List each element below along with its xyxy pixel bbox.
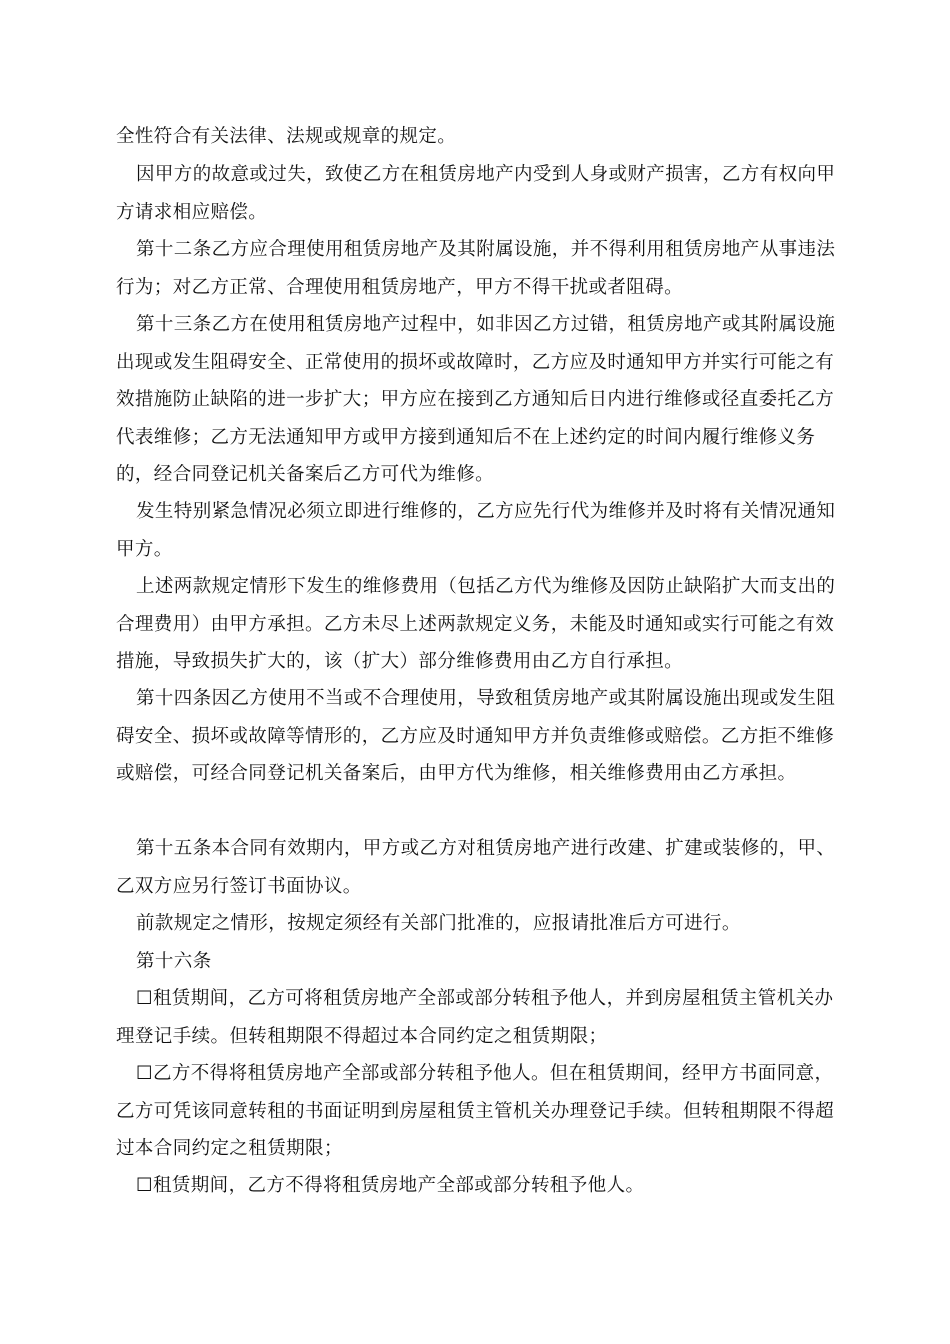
checkbox-option-sublet-with-consent: ☐乙方不得将租赁房地产全部或部分转租予他人。但在租赁期间，经甲方书面同意，乙方可凭该同意转租的书面证明到房屋租赁主管机关办理登记手续。但转租期限不得超过本合同约定之租赁期限； xyxy=(116,1063,835,1159)
paragraph-emergency-repair: 发生特别紧急情况必须立即进行维修的，乙方应先行代为维修并及时将有关情况通知甲方。 xyxy=(116,501,836,560)
paragraph-approval: 前款规定之情形，按规定须经有关部门批准的，应报请批准后方可进行。 xyxy=(136,913,741,934)
paragraph-repair-costs: 上述两款规定情形下发生的维修费用（包括乙方代为维修及因防止缺陷扩大而支出的合理费用）由甲方承担。乙方未尽上述两款规定义务，未能及时通知或实行可能之有效措施，导致损失扩大的，该（扩大）部分维修费用由乙方自行承担。 xyxy=(116,576,836,672)
paragraph-article-14: 第十四条因乙方使用不当或不合理使用，导致租赁房地产或其附属设施出现或发生阻碍安全、损坏或故障等情形的，乙方应及时通知甲方并负责维修或赔偿。乙方拒不维修或赔偿，可经合同登记机关备案后，由甲方代为维修，相关维修费用由乙方承担。 xyxy=(116,688,836,784)
paragraph-lessor-liability: 因甲方的故意或过失，致使乙方在租赁房地产内受到人身或财产损害，乙方有权向甲方请求相应赔偿。 xyxy=(116,164,836,223)
paragraph-article-12: 第十二条乙方应合理使用租赁房地产及其附属设施，并不得利用租赁房地产从事违法行为；对乙方正常、合理使用租赁房地产，甲方不得干扰或者阻碍。 xyxy=(116,239,836,298)
paragraph-safety-compliance: 全性符合有关法律、法规或规章的规定。 xyxy=(116,126,457,147)
checkbox-option-sublet-allowed: ☐租赁期间，乙方可将租赁房地产全部或部分转租予他人，并到房屋租赁主管机关办理登记手续。但转租期限不得超过本合同约定之租赁期限； xyxy=(116,988,834,1047)
paragraph-article-15: 第十五条本合同有效期内，甲方或乙方对租赁房地产进行改建、扩建或装修的，甲、乙双方应另行签订书面协议。 xyxy=(116,838,836,897)
paragraph-article-13: 第十三条乙方在使用租赁房地产过程中，如非因乙方过错，租赁房地产或其附属设施出现或发生阻碍安全、正常使用的损坏或故障时，乙方应及时通知甲方并实行可能之有效措施防止缺陷的进一步扩大；甲方应在接到乙方通知后日内进行维修或径直委托乙方代表维修；乙方无法通知甲方或甲方接到通知后不在上述约定的时间内履行维修义务的，经合同登记机关备案后乙方可代为维修。 xyxy=(116,314,836,485)
checkbox-option-sublet-forbidden: ☐租赁期间，乙方不得将租赁房地产全部或部分转租予他人。 xyxy=(136,1175,645,1196)
paragraph-article-16: 第十六条 xyxy=(136,951,212,972)
